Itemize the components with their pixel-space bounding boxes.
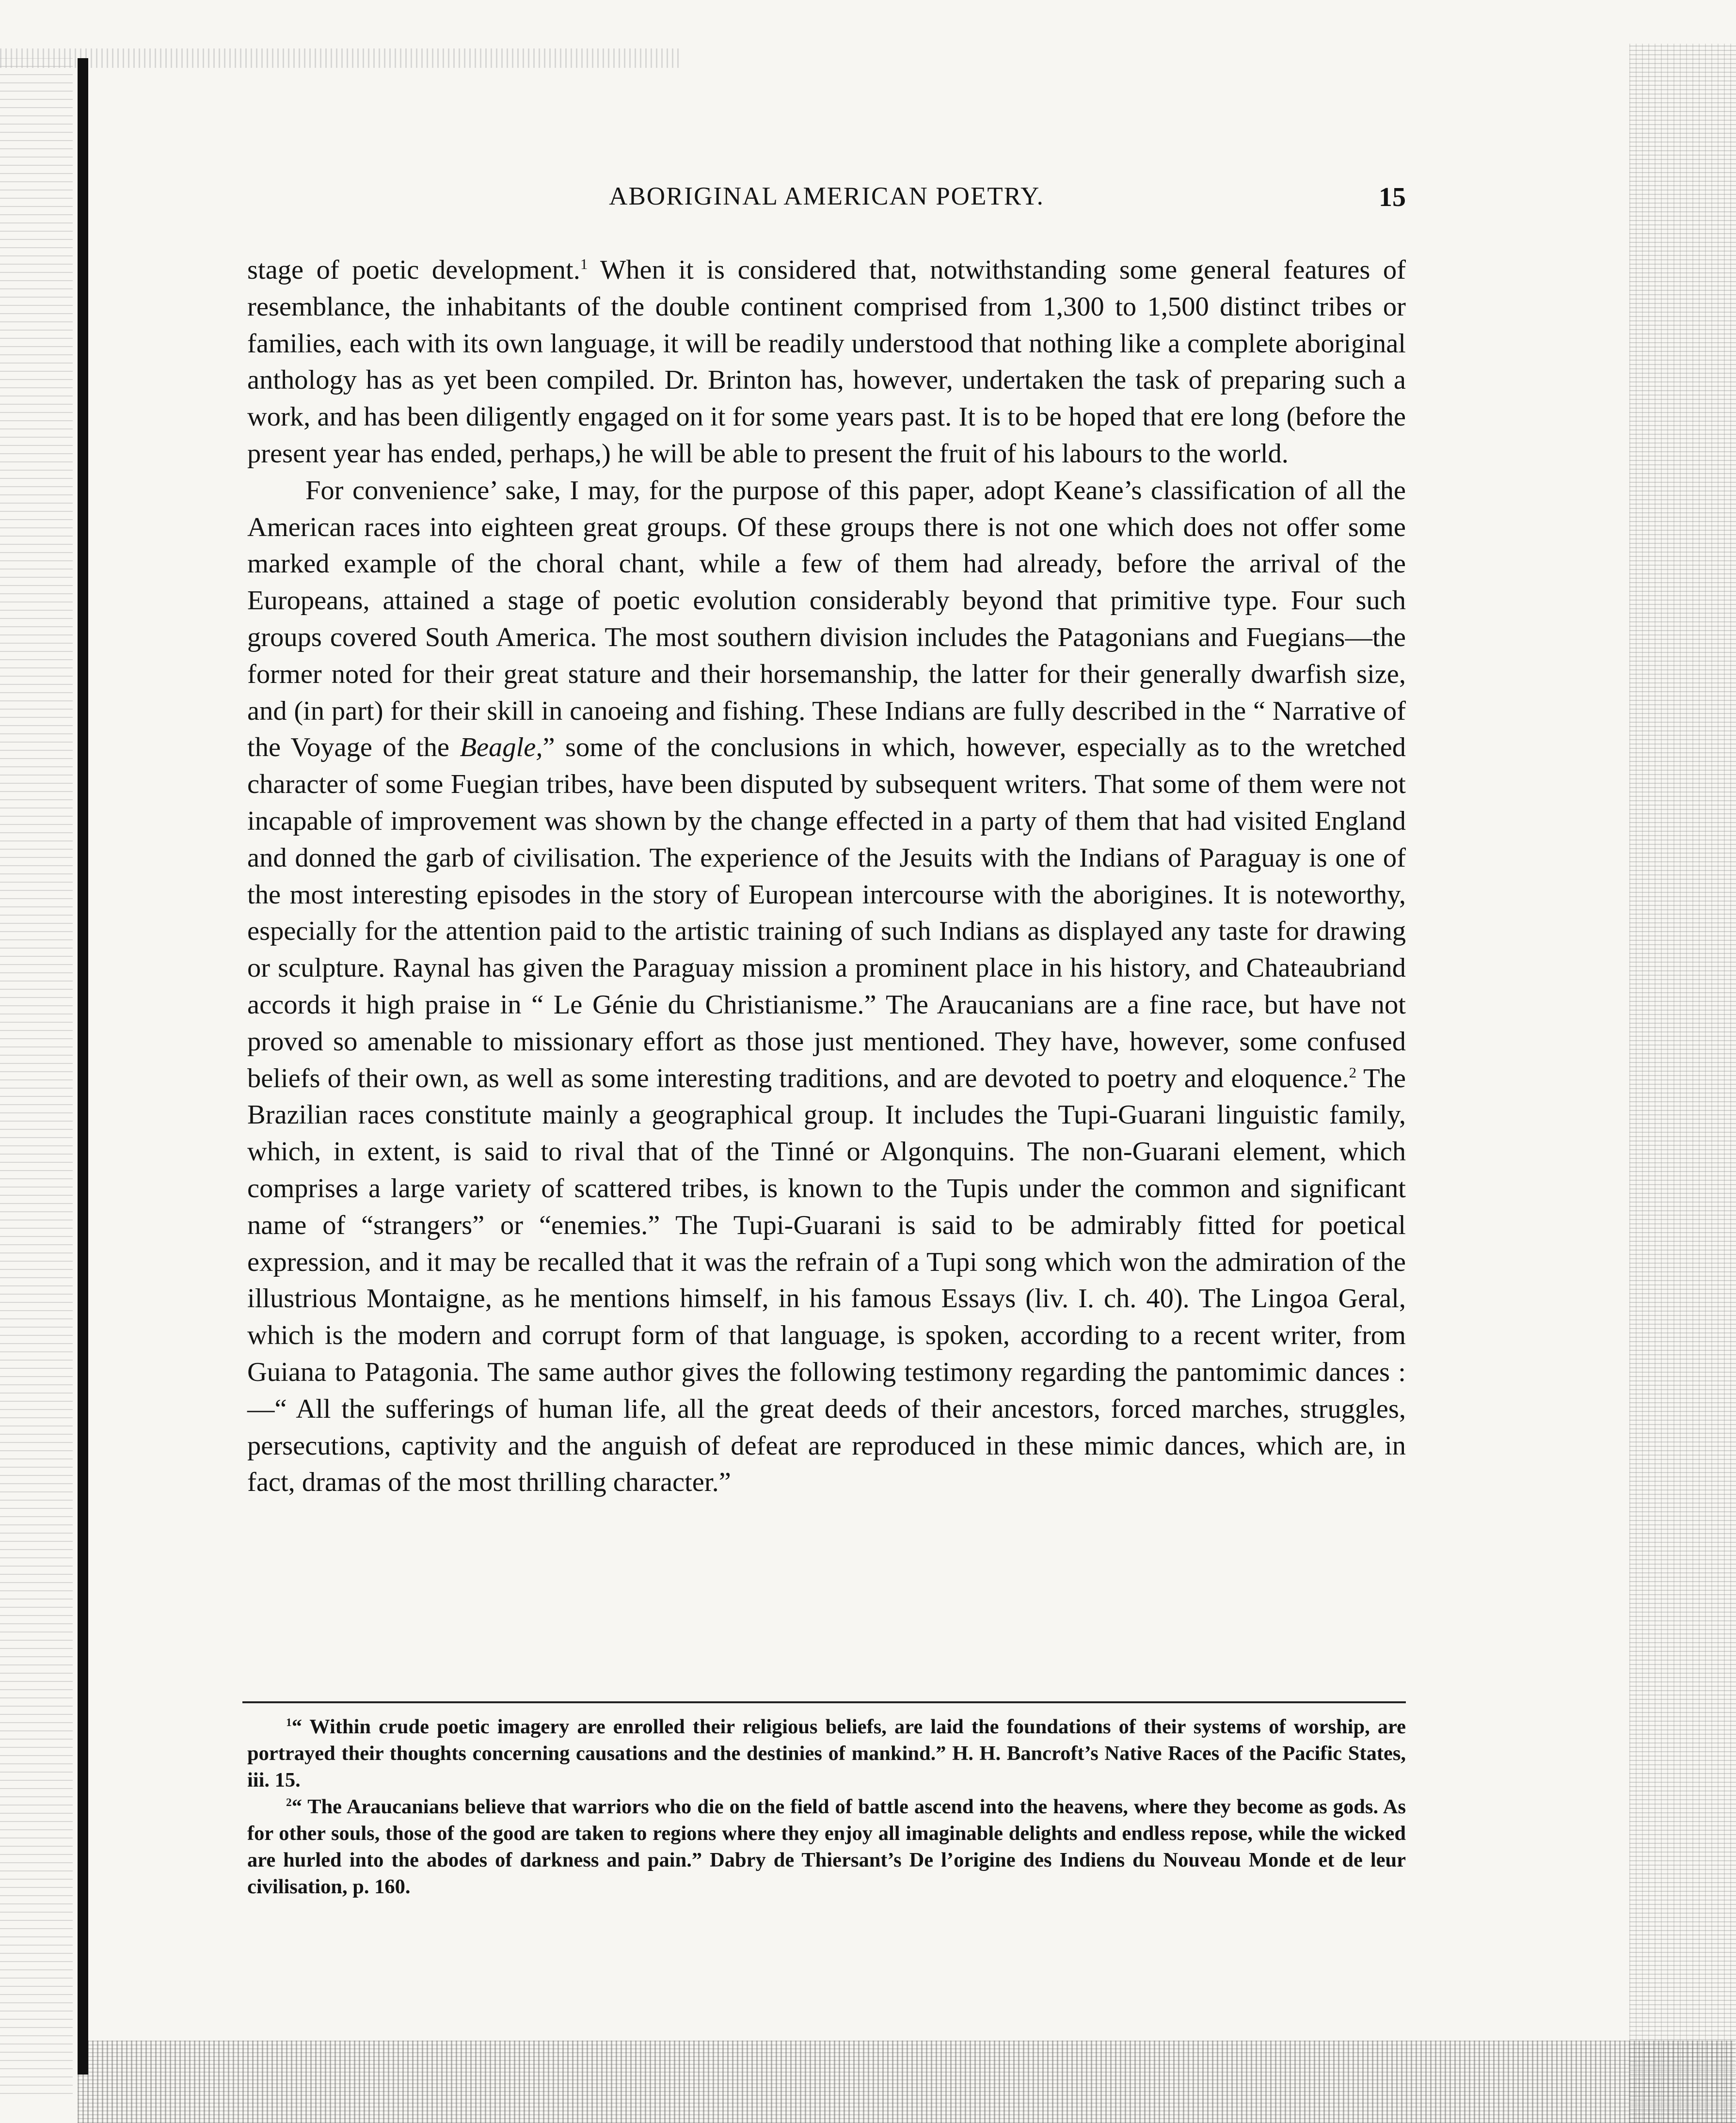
scan-noise-left [0,58,73,2094]
footnote-marker: 2 [286,1796,292,1809]
paragraph-2 [247,473,1406,1501]
footnotes [247,1713,1406,1900]
scan-noise-bottom [78,2041,1736,2123]
page-number: 15 [1379,182,1406,212]
binding-edge [78,58,88,2075]
footnote-ref-2: 2 [1349,1063,1357,1081]
footnote-1 [247,1713,1406,1793]
paragraph-text: The Brazilian races constitute mainly a geographical group. It includes the Tupi-Guarani linguistic family, which, in extent, is said to rival that of the Tinné or Algonquins. The non-Guarani element, which comprises a large variety of scattered tribes, is known to the Tupis under the common and significant name of “strangers” or “enemies.” The Tupi-Guarani is said to be admirably fitted for poetical expression, and it may be recalled that it was the refrain of a Tupi song which won the admiration of the illustrious Montaigne, as he mentions himself, in his famous Essays (liv. I. ch. 40). The Lingoa Geral, which is the modern and corrupt form of that language, is spoken, according to a recent writer, from Guiana to Patagonia. The same author gives the following testimony regarding the pantomimic dances :—“ All the sufferings of human life, all the great deeds of their ancestors, forced marches, struggles, persecutions, captivity and the anguish of defeat are reproduced in these mimic dances, which are, in fact, dramas of the most thrilling character.” [247,1063,1406,1498]
paragraph-text: When it is considered that, notwithstanding some general features of resemblance, the inhabitants of the double continent comprised from 1,300 to 1,500 distinct tribes or families, each with its own language, it will be readily understood that nothing like a complete aboriginal anthology has as yet been compiled. Dr. Brinton has, however, undertaken the task of preparing such a work, and has been diligently engaged on it for some years past. It is to be hoped that ere long (before the present year has ended, perhaps,) he will be able to present the fruit of his labours to the world. [247,255,1406,469]
paragraph-text: ” some of the conclusions in which, however, especially as to the wretched character of some Fuegian tribes, have been disputed by subsequent writers. That some of them were not incapable of improvement was shown by the change effected in a party of them that had visited England and donned the garb of civilisation. The experience of the Jesuits with the Indians of Paraguay is one of the most interesting episodes in the story of European intercourse with the aborigines. It is noteworthy, especially for the attention paid to the artistic training of such Indians as displayed any taste for drawing or sculpture. Raynal has given the Paraguay mission a prominent place in his history, and Chateaubriand accords it high praise in “ Le Génie du Christianisme.” The Araucanians are a fine race, but have not proved so amenable to missionary effort as those just mentioned. They have, however, some confused beliefs of their own, as well as some interesting traditions, and are devoted to poetry and eloquence. [247,732,1406,1093]
paragraph-text: stage of poetic development. [247,255,580,285]
scan-noise-right [1629,44,1736,2123]
footnote-text: “ Within crude poetic imagery are enrolled their religious beliefs, are laid the foundations of their systems of worship, are portrayed their thoughts concerning causations and the destinies of mankind.” H. H. Bancroft’s Native Races of the Pacific States, iii. 15. [247,1715,1406,1791]
scan-noise-top [0,48,679,68]
running-title: ABORIGINAL AMERICAN POETRY. [609,182,1044,210]
footnote-marker: 1 [286,1716,292,1729]
footnote-rule [242,1701,1406,1703]
footnote-2 [247,1793,1406,1900]
paragraph-1 [247,252,1406,473]
running-head [247,182,1406,216]
paragraph-text: For convenience’ sake, I may, for the purpose of this paper, adopt Keane’s classification of all the American races into eighteen great groups. Of these groups there is not one which does not offer some marked example of the choral chant, while a few of them had already, before the arrival of the Europeans, attained a stage of poetic evolution considerably beyond that primitive type. Four such groups covered South America. The most southern division includes the Patagonians and Fuegians—the former noted for their great stature and their horsemanship, the latter for their generally dwarfish size, and (in part) for their skill in canoeing and fishing. These Indians are fully described in the “ Narrative of the Voyage of the [247,475,1406,763]
body-text [247,252,1406,1501]
italic-title-beagle: Beagle, [460,732,543,763]
footnote-text: “ The Araucanians believe that warriors who die on the field of battle ascend into the heavens, where they become as gods. As for other souls, those of the good are taken to regions where they enjoy all imaginable delights and endless repose, while the wicked are hurled into the abodes of darkness and pain.” Dabry de Thiersant’s De l’origine des Indiens du Nouveau Monde et de leur civilisation, p. 160. [247,1795,1406,1898]
footnote-ref-1: 1 [580,255,588,273]
